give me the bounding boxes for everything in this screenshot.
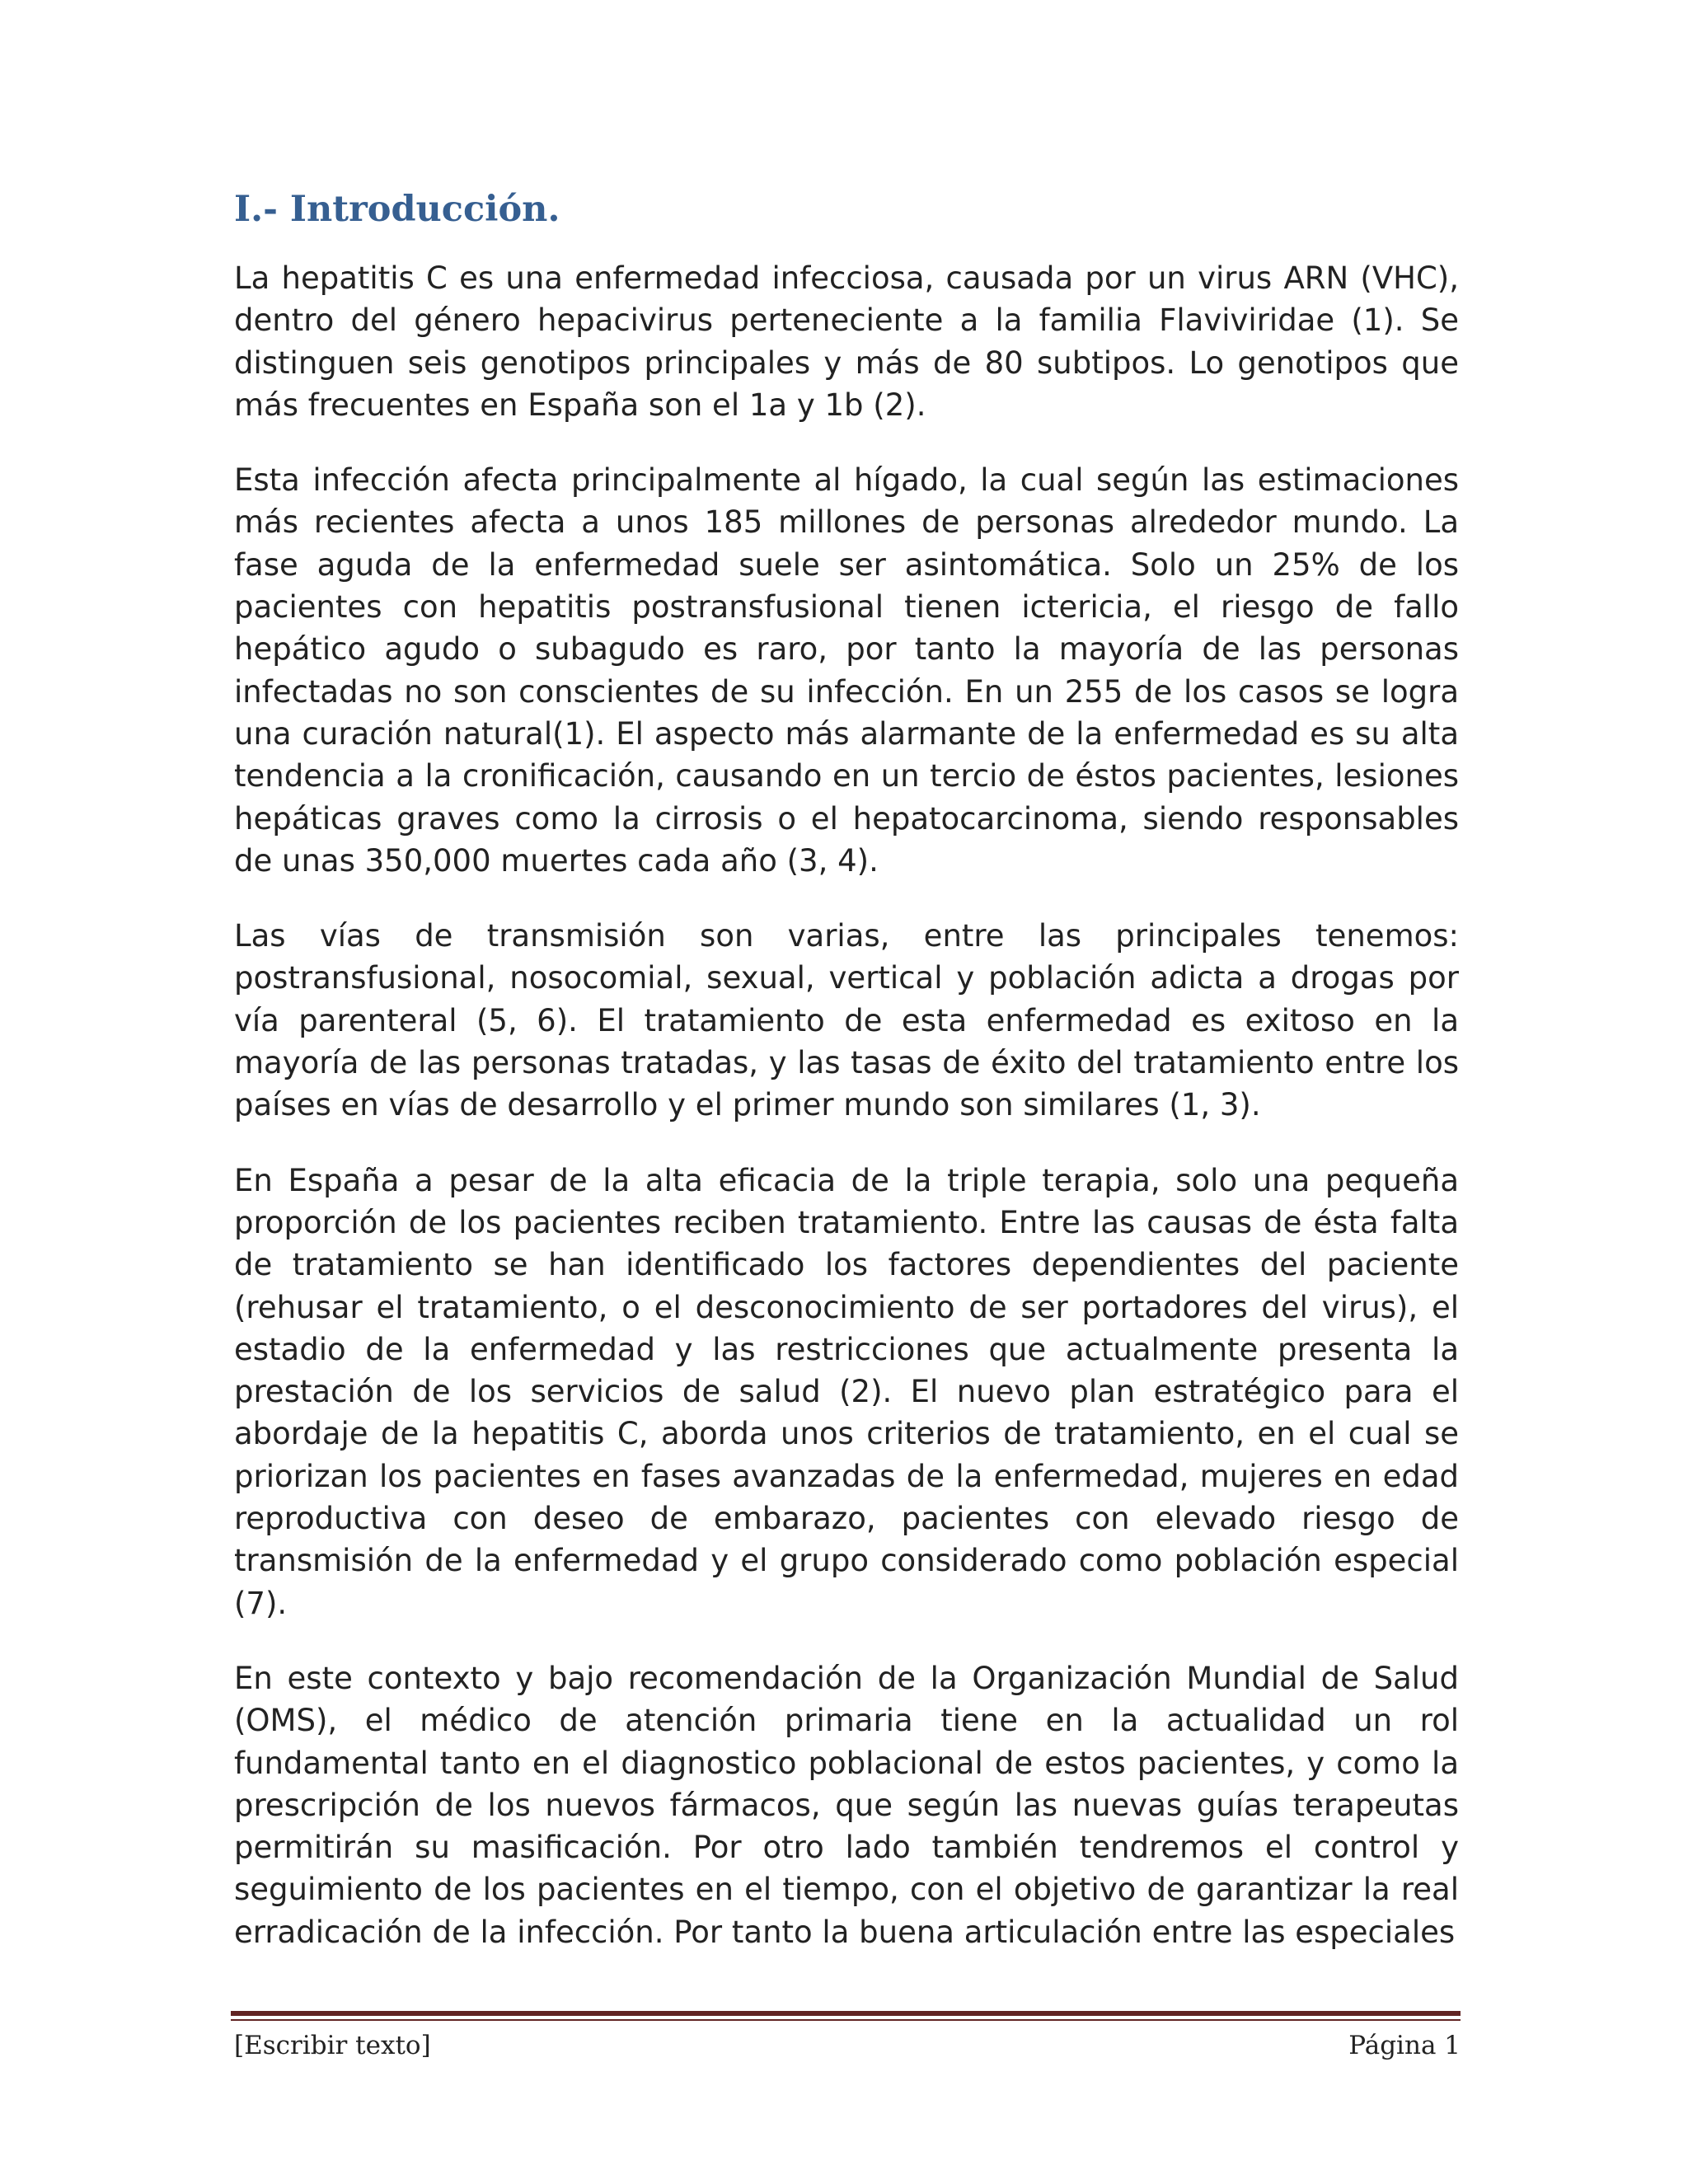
paragraph-4: En España a pesar de la alta eficacia de la triple terapia, solo una pequeña proporción de los pacientes reciben tratamiento. Entre las causas de ésta falta de tratamiento se han identificado los factores dependientes del paciente (rehusar el tratamiento, o el desconocimiento de ser portadores del virus), el estadio de la enfermedad y las restricciones que actualmente presenta la prestación de los servicios de salud (2). El nuevo plan estratégico para el abordaje de la hepatitis C, aborda unos criterios de tratamiento, en el cual se priorizan los pacientes en fases avanzadas de la enfermedad, mujeres en edad reproductiva con deseo de embarazo, pacientes con elevado riesgo de transmisión de la enfermedad y el grupo considerado como población especial (7). <box>234 1162 1459 1621</box>
paragraph-1: La hepatitis C es una enfermedad infecciosa, causada por un virus ARN (VHC), dentro del género hepacivirus perteneciente a la familia Flaviviridae (1). Se distinguen seis genotipos principales y más de 80 subtipos. Lo genotipos que más frecuentes en España son el 1a y 1b (2). <box>234 260 1459 423</box>
footer-placeholder-text: [Escribir texto] <box>234 2031 431 2060</box>
page-number: Página 1 <box>1348 2031 1461 2060</box>
paragraph-2: Esta infección afecta principalmente al hígado, la cual según las estimaciones más recientes afecta a unos 185 millones de personas alrededor mundo. La fase aguda de la enfermedad suele ser asintomática. Solo un 25% de los pacientes con hepatitis postransfusional tienen ictericia, el riesgo de fallo hepático agudo o subagudo es raro, por tanto la mayoría de las personas infectadas no son conscientes de su infección. En un 255 de los casos se logra una curación natural(1). El aspecto más alarmante de la enfermedad es su alta tendencia a la cronificación, causando en un tercio de éstos pacientes, lesiones hepáticas graves como la cirrosis o el hepatocarcinoma, siendo responsables de unas 350,000 muertes cada año (3, 4). <box>234 462 1459 879</box>
paragraph-3: Las vías de transmisión son varias, entre las principales tenemos: postransfusional, nosocomial, sexual, vertical y población adicta a drogas por vía parenteral (5, 6). El tratamiento de esta enfermedad es exitoso en la mayoría de las personas tratadas, y las tasas de éxito del tratamiento entre los países en vías de desarrollo y el primer mundo son similares (1, 3). <box>234 918 1459 1123</box>
footer-divider-thin <box>231 2019 1461 2021</box>
footer-divider-thick <box>231 2011 1461 2016</box>
paragraph-5: En este contexto y bajo recomendación de la Organización Mundial de Salud (OMS), el médico de atención primaria tiene en la actualidad un rol fundamental tanto en el diagnostico poblacional de estos pacientes, y como la prescripción de los nuevos fármacos, que según las nuevas guías terapeutas permitirán su masificación. Por otro lado también tendremos el control y seguimiento de los pacientes en el tiempo, con el objetivo de garantizar la real erradicación de la infección. Por tanto la buena articulación entre las especiales <box>234 1660 1459 1950</box>
section-heading: I.- Introducción. <box>234 189 560 230</box>
page-content <box>234 183 1459 1986</box>
